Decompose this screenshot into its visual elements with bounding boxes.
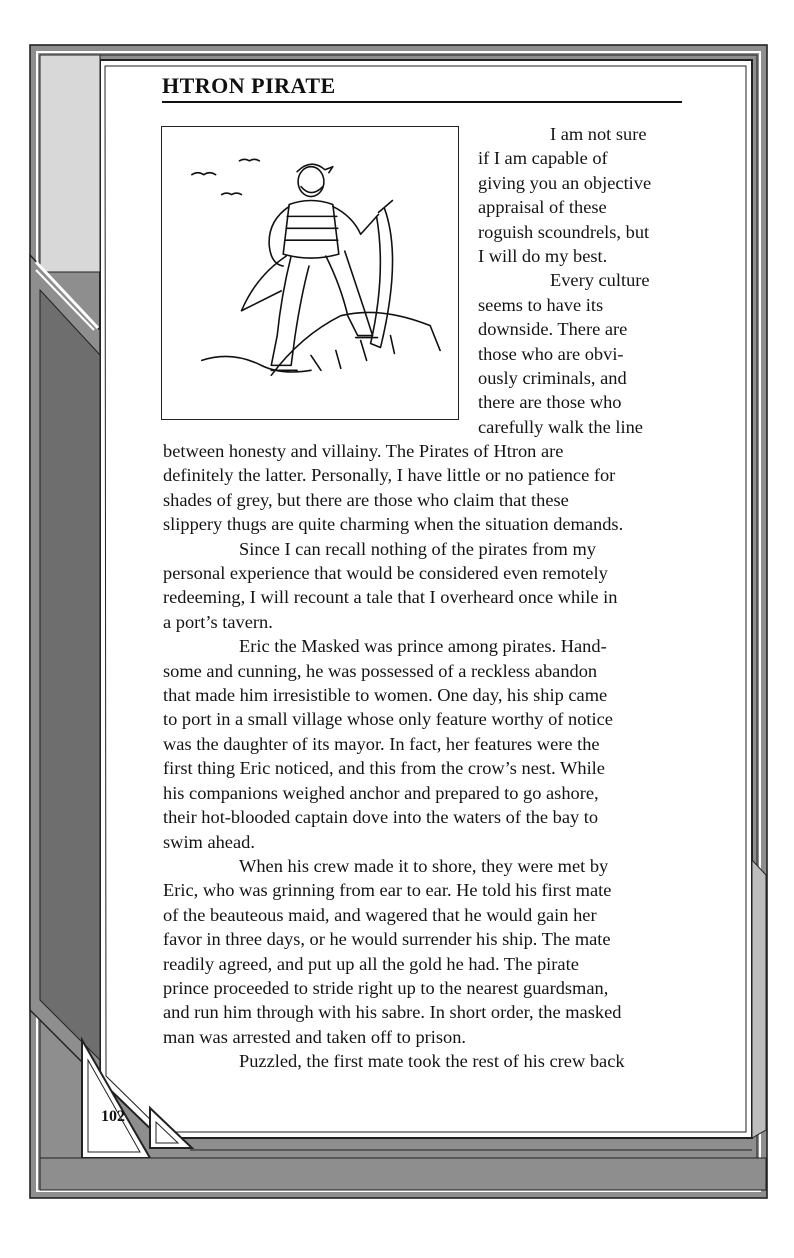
paragraph-line: I will do my best. [478, 246, 608, 267]
paragraph-line: Every culture [550, 270, 650, 291]
paragraph-line: prince proceeded to stride right up to the nearest guardsman, [163, 977, 609, 998]
paragraph-line: personal experience that would be considered even remotely [163, 563, 608, 584]
paragraph-line: When his crew made it to shore, they were met by [239, 855, 609, 876]
paragraph-line: shades of grey, but there are those who claim that these [163, 489, 569, 510]
paragraph-line: of the beauteous maid, and wagered that he would gain her [163, 904, 597, 925]
wrapped-text-column [478, 122, 698, 439]
paragraph-line: there are those who [478, 392, 622, 413]
paragraph-line: downside. There are [478, 319, 628, 340]
paragraph-line: I am not sure [550, 124, 647, 144]
paragraph-line: a port’s tavern. [163, 611, 273, 632]
paragraph-line: to port in a small village whose only feature worthy of notice [163, 709, 613, 730]
page-number: 102 [101, 1108, 125, 1125]
paragraph-line: some and cunning, he was possessed of a reckless abandon [163, 660, 598, 681]
paragraph-line: and run him through with his sabre. In short order, the masked [163, 1002, 622, 1023]
body-text [163, 439, 693, 1074]
paragraph-line: their hot-blooded captain dove into the waters of the bay to [163, 807, 599, 828]
paragraph-line: Eric the Masked was prince among pirates. Hand- [239, 636, 607, 657]
paragraph-line: if I am capable of [478, 148, 608, 169]
paragraph-line: slippery thugs are quite charming when the situation demands. [163, 514, 624, 535]
paragraph-line: Since I can recall nothing of the pirates from my [239, 538, 596, 559]
paragraph-line: between honesty and villainy. The Pirates of Htron are [163, 441, 564, 461]
paragraph-line: definitely the latter. Personally, I have little or no patience for [163, 465, 616, 486]
page-title: HTRON PIRATE [162, 73, 682, 103]
paragraph-line: carefully walk the line [478, 416, 643, 437]
paragraph-line: his companions weighed anchor and prepared to go ashore, [163, 782, 599, 803]
pirate-with-sabre-icon [162, 127, 458, 419]
paragraph-line: was the daughter of its mayor. In fact, her features were the [163, 733, 600, 754]
paragraph-line: swim ahead. [163, 831, 255, 852]
paragraph-line: those who are obvi- [478, 343, 624, 364]
pirate-illustration [161, 126, 459, 420]
paragraph-line: man was arrested and taken off to prison. [163, 1026, 467, 1047]
paragraph-line: that made him irresistible to women. One day, his ship came [163, 685, 608, 706]
paragraph-line: appraisal of these [478, 197, 607, 218]
paragraph-line: first thing Eric noticed, and this from the crow’s nest. While [163, 758, 605, 779]
paragraph-line: Eric, who was grinning from ear to ear. He told his first mate [163, 880, 612, 901]
paragraph-line: seems to have its [478, 294, 604, 315]
paragraph-line: giving you an objective [478, 172, 652, 193]
paragraph-line: redeeming, I will recount a tale that I overheard once while in [163, 587, 618, 608]
paragraph-line: readily agreed, and put up all the gold he had. The pirate [163, 953, 579, 974]
paragraph-line: roguish scoundrels, but [478, 221, 650, 242]
paragraph-line: ously criminals, and [478, 368, 627, 389]
paragraph-line: Puzzled, the first mate took the rest of his crew back [239, 1051, 625, 1072]
paragraph-line: favor in three days, or he would surrender his ship. The mate [163, 929, 611, 950]
